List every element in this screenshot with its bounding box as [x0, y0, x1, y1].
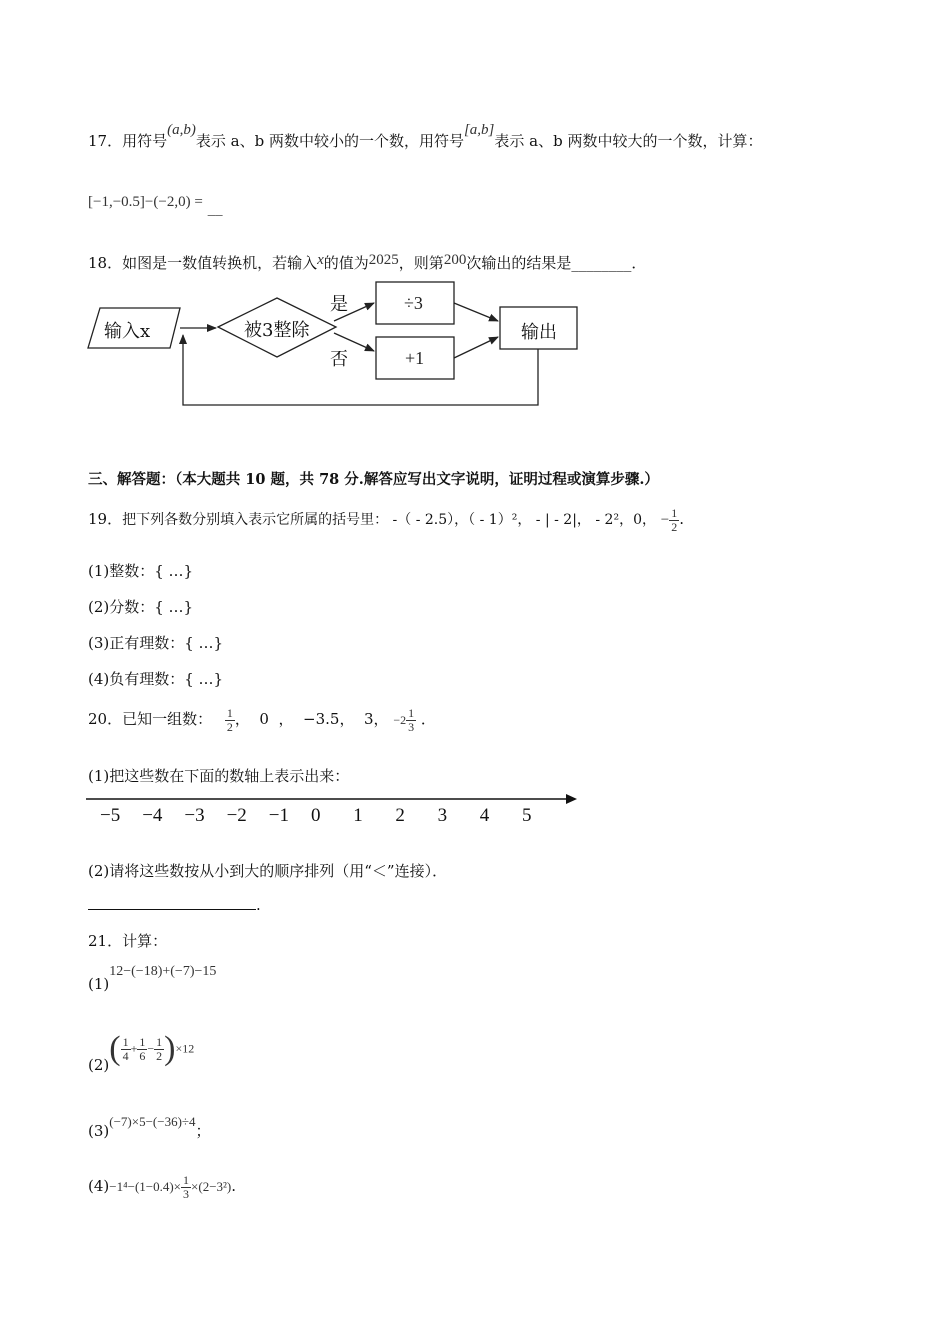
q17-text-3: 表示 a、b 两数中较大的一个数，计算： — [494, 132, 763, 150]
number-line-arrowhead — [566, 794, 577, 804]
q20-answer-end: . — [256, 896, 261, 914]
q20-line — [88, 707, 436, 733]
q18-line — [88, 252, 646, 273]
q20-number: 20． — [88, 710, 123, 729]
q21-p2-plus: + — [130, 1041, 138, 1056]
q20-answer-line — [88, 895, 261, 914]
q21-p4-label: (4) — [88, 1177, 110, 1196]
q21-p3-expression: (−7)×5−(−36)÷4 — [109, 1114, 196, 1129]
flow-no-label: 否 — [330, 349, 348, 370]
min-symbol: (a,b) — [167, 122, 196, 138]
q21-p4-expression-a: −1⁴−(1−0.4)× — [109, 1179, 182, 1195]
q18-text-1: 如图是一数值转换机，若输入 — [122, 254, 318, 272]
q18-text-2: 的值为 — [323, 254, 369, 272]
flow-decision-label: 被3整除 — [244, 320, 310, 341]
q20-mixed-fraction — [406, 707, 416, 733]
q21-heading — [88, 930, 167, 951]
number-line-tick-label: 4 — [479, 805, 490, 826]
q19-text: 把下列各数分别填入表示它所属的括号里： -（ - 2.5），（ - 1）²， - | - 2|， - 2²，0， — [122, 512, 656, 529]
number-line-tick-label: −2 — [226, 805, 247, 826]
q21-p2-f3-num: 1 — [156, 1034, 163, 1049]
q19-frac-sign: − — [660, 512, 670, 529]
q20-end: ． — [420, 710, 436, 729]
q19-frac-den: 2 — [671, 519, 678, 534]
q21-part2 — [88, 1030, 195, 1075]
number-line-tick-label: 0 — [311, 805, 321, 826]
q20-answer-blank[interactable] — [88, 895, 256, 910]
q19-frac-num: 1 — [671, 506, 678, 520]
q20-sub1: (1)把这些数在下面的数轴上表示出来： — [88, 767, 350, 785]
q20-numbers: ， 0 ， −3.5， 3， — [234, 710, 389, 729]
q17-number: 17． — [88, 132, 123, 150]
q18-text-3: ，则第 — [398, 254, 444, 272]
q17-expression: [−1,−0.5]−(−2,0) = — [88, 194, 203, 210]
flow-output-label: 输出 — [521, 322, 557, 343]
q21-p2-frac1 — [121, 1036, 131, 1062]
q18-input-value: 2025 — [368, 252, 399, 268]
q21-p1-label: (1) — [88, 975, 110, 993]
q18-period: ． — [631, 254, 647, 272]
number-line-tick-label: −5 — [100, 805, 121, 826]
q21-p2-frac2 — [137, 1036, 147, 1062]
flow-yes-label: 是 — [330, 294, 348, 315]
q21-part4 — [88, 1174, 236, 1200]
q21-p2-frac3 — [154, 1036, 164, 1062]
number-line-tick-label: 1 — [353, 805, 363, 826]
q19-item-positive-rationals: (3)正有理数：{ …} — [88, 634, 224, 652]
flow-input-label: 输入x — [104, 321, 151, 342]
q21-p3-label: (3) — [88, 1122, 110, 1140]
q19-end: . — [679, 510, 685, 529]
q19-fraction — [669, 507, 679, 533]
q20-f1-den: 2 — [226, 719, 233, 734]
q21-p1-expression: 12−(−18)+(−7)−15 — [109, 964, 217, 979]
q20-text: 已知一组数： — [122, 710, 213, 729]
flow-divide-label: ÷3 — [404, 293, 423, 313]
q20-fraction-half — [225, 707, 235, 733]
q21-p2-f1-num: 1 — [122, 1034, 129, 1049]
number-line-tick-label: 3 — [437, 805, 448, 826]
q17-line1 — [88, 122, 763, 151]
q21-p2-f2-num: 1 — [139, 1034, 146, 1049]
number-line-tick-label: −1 — [268, 805, 290, 826]
arrow-divide-to-output — [454, 303, 498, 321]
q21-part1 — [88, 964, 217, 994]
number-line-tick-label: 2 — [395, 805, 405, 826]
q20-sub2: (2)请将这些数按从小到大的顺序排列（用“＜”连接）． — [88, 862, 448, 880]
number-line-tick-label: 5 — [522, 805, 532, 826]
q20-mixed-den: 3 — [408, 719, 415, 734]
number-line-tick-label: −3 — [184, 805, 205, 826]
number-line — [80, 790, 580, 804]
q21-p4-end: . — [231, 1177, 237, 1196]
q21-p2-tail: ×12 — [175, 1041, 195, 1056]
q21-p4-f-num: 1 — [183, 1173, 190, 1187]
q21-p2-f1-den: 4 — [122, 1048, 129, 1063]
q18-answer-blank: ________ — [571, 254, 632, 272]
q17-answer-blank: __ — [207, 198, 223, 216]
q21-number: 21． — [88, 932, 123, 950]
q21-part3 — [88, 1114, 211, 1141]
q19-number: 19． — [88, 510, 123, 529]
q19-item-integers: (1)整数：{ …} — [88, 562, 194, 580]
q20-mixed-num: 1 — [408, 706, 415, 720]
q21-p2-right-paren: ) — [164, 1030, 176, 1067]
arrow-plus-to-output — [454, 337, 498, 358]
q17-line2 — [88, 192, 223, 216]
q19-item-negative-rationals: (4)负有理数：{ …} — [88, 670, 224, 688]
q18-nth: 200 — [443, 252, 467, 268]
q21-p2-label: (2) — [88, 1056, 110, 1075]
q21-p4-f-den: 3 — [183, 1186, 190, 1201]
q19-line — [88, 507, 684, 533]
q17-text-1: 用符号 — [122, 132, 168, 150]
q21-p2-expression — [109, 1030, 194, 1068]
q21-p2-minus: − — [147, 1041, 155, 1056]
q18-number: 18． — [88, 254, 123, 272]
section-heading: 三、解答题：（本大题共 10 题，共 78 分.解答应写出文字说明，证明过程或演算步骤.） — [88, 471, 659, 488]
q20-mixed-whole: −2 — [393, 713, 407, 728]
max-symbol: [a,b] — [463, 122, 495, 138]
q21-title: 计算： — [122, 932, 168, 950]
q21-p2-f3-den: 2 — [156, 1048, 163, 1063]
q21-p4-fraction — [181, 1174, 191, 1200]
q17-text-2: 表示 a、b 两数中较小的一个数，用符号 — [195, 132, 464, 150]
flow-plus-label: +1 — [405, 348, 425, 368]
q18-text-4: 次输出的结果是 — [466, 254, 572, 272]
q20-f1-num: 1 — [226, 706, 233, 720]
q19-item-fractions: (2)分数：{ …} — [88, 598, 194, 616]
q21-p2-left-paren: ( — [109, 1030, 121, 1067]
q21-p2-f2-den: 6 — [139, 1048, 146, 1063]
q18-variable: x — [317, 252, 324, 268]
q21-p4-expression-b: ×(2−3²) — [191, 1179, 232, 1195]
q21-p3-end: ； — [195, 1122, 211, 1140]
number-line-tick-label: −4 — [142, 805, 163, 826]
